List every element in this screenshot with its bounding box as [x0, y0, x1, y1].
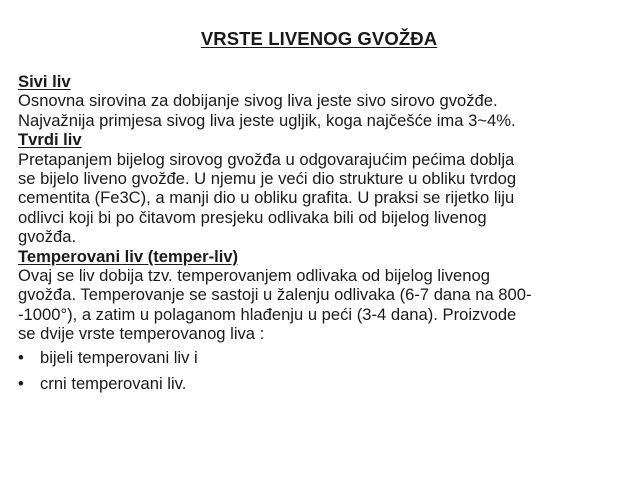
section-heading: Sivi liv [18, 72, 71, 91]
text-line: Ovaj se liv dobija tzv. temperovanjem odlivaka od bijelog livenog [18, 266, 490, 286]
text-line: -1000°), a zatim u polaganom hlađenju u peći (3-4 dana). Proizvode [18, 304, 517, 324]
bullet-item [18, 348, 628, 367]
text-line: odlivci koji bi po čitavom presjeku odlivaka bili od bijelog livenog [18, 207, 487, 227]
bullet-text: crni temperovani liv. [40, 374, 187, 394]
text-line: Pretapanjem bijelog sirovog gvožđa u odgovarajućim pećima doblja [18, 149, 515, 169]
text-line: Najvažnija primjesa sivog liva jeste ugljik, koga najčešće ima 3~4%. [18, 110, 516, 130]
section-tvrdi-liv [18, 130, 628, 246]
text-line: cementita (Fe3C), a manji dio u obliku grafita. U praksi se rijetko liju [18, 188, 515, 208]
section-heading: Temperovani liv (temper-liv) [18, 246, 239, 266]
bullet-icon: • [18, 347, 24, 367]
section-heading: Tvrdi liv [18, 130, 82, 150]
text-line: se bijelo liveno gvožđe. U njemu je veći dio strukture u obliku tvrdog [18, 169, 517, 189]
text-line: gvožđa. Temperovanje se sastoji u žalenju odlivaka (6-7 dana na 800- [18, 285, 532, 305]
slide-content [18, 72, 628, 401]
bullet-icon: • [18, 374, 24, 394]
text-line: Osnovna sirovina za dobijanje sivog liva jeste sivo sirovo gvožđe. [18, 91, 498, 111]
text-line: se dvije vrste temperovanog liva : [18, 324, 265, 344]
section-sivi-liv [18, 72, 628, 130]
text-line: gvožđa. [18, 227, 77, 247]
slide-title: VRSTE LIVENOG GVOŽĐA [200, 28, 438, 49]
bullet-item [18, 374, 628, 393]
bullet-text: bijeli temperovani liv i [40, 347, 198, 367]
bullet-list [18, 348, 628, 394]
section-temperovani-liv [18, 247, 628, 344]
